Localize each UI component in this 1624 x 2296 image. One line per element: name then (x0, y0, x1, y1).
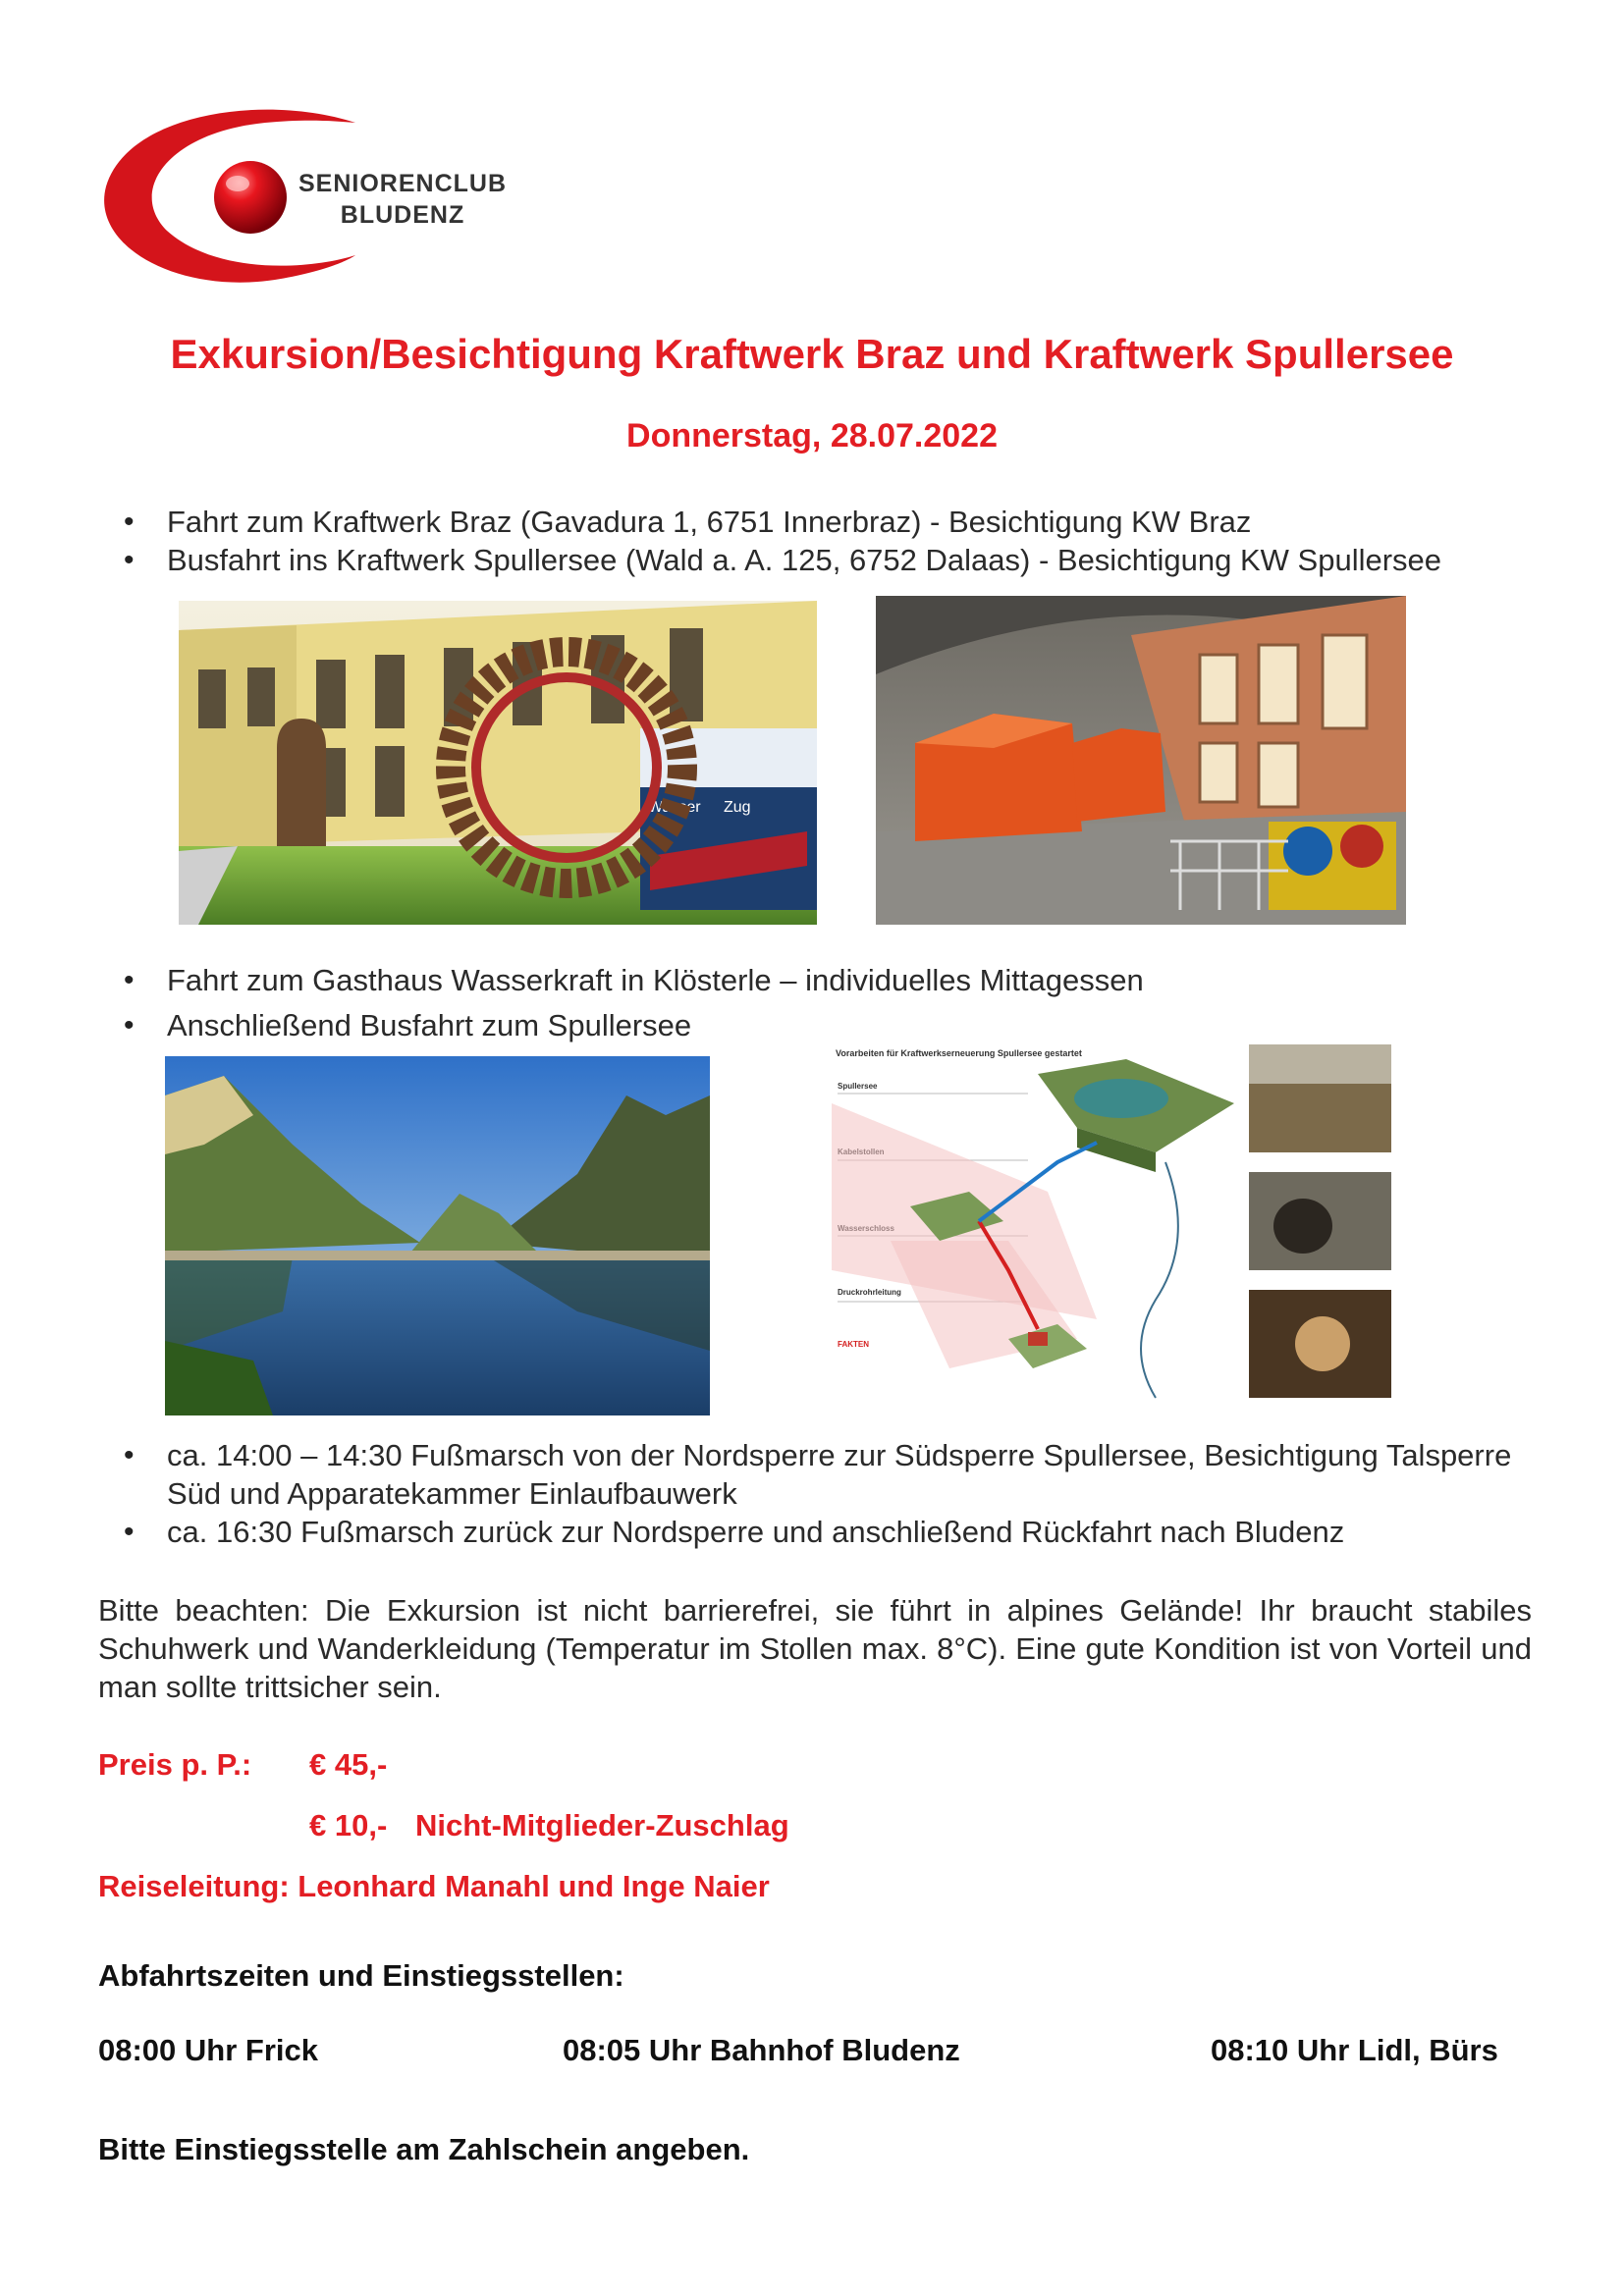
diagram-label: Spullersee (838, 1082, 878, 1091)
price-label: Preis p. P.: (98, 1747, 252, 1782)
itinerary-list-3 (98, 1436, 1512, 1551)
departure-stop: 08:05 Uhr Bahnhof Bludenz (563, 2033, 960, 2067)
departure-stop: 08:00 Uhr Frick (98, 2033, 318, 2067)
itinerary-list-2 (98, 958, 1591, 1048)
list-item: • ca. 14:00 – 14:30 Fußmarsch von der Nordsperre zur Südsperre Spullersee, Besichtigung Talsperre Süd und Apparatekammer Einlaufbauwerk (98, 1436, 1512, 1513)
tour-leader: Reiseleitung: Leonhard Manahl und Inge Naier (98, 1869, 770, 1903)
photo-spullersee-construction-diagram (832, 1044, 1391, 1413)
photo-kraftwerk-braz-exterior (179, 601, 817, 925)
logo-line-2: BLUDENZ (340, 201, 465, 229)
braz-sign-text-2: Zug (724, 799, 751, 816)
departure-stop: 08:10 Uhr Lidl, Bürs (1211, 2033, 1498, 2067)
photo-kraftwerk-spullersee-machine-hall (876, 596, 1406, 925)
event-date: Donnerstag, 28.07.2022 (626, 417, 998, 454)
logo-line-1: SENIORENCLUB (298, 170, 507, 197)
list-item: • Fahrt zum Kraftwerk Braz (Gavadura 1, 6751 Innerbraz) - Besichtigung KW Braz (98, 503, 1591, 541)
itinerary-list-1 (98, 503, 1591, 579)
diagram-label: FAKTEN (838, 1340, 869, 1349)
notice-paragraph: Bitte beachten: Die Exkursion ist nicht barrierefrei, sie führt in alpines Gelände! Ihr braucht stabiles Schuhwerk und Wanderkleidung (Temperatur im Stollen max. 8°C). Eine gute Kondition ist von Vorteil und man sollte trittsicher sein. (98, 1593, 1532, 1704)
diagram-heading: Vorarbeiten für Kraftwerkserneuerung Spullersee gestartet (836, 1048, 1082, 1058)
surcharge-amount: € 10,- (309, 1808, 388, 1842)
surcharge-label: Nicht-Mitglieder-Zuschlag (415, 1808, 789, 1842)
departures-heading: Abfahrtszeiten und Einstiegsstellen: (98, 1958, 624, 1993)
list-item: • Anschließend Busfahrt zum Spullersee (98, 1003, 1591, 1048)
diagram-label: Druckrohrleitung (838, 1288, 901, 1297)
list-item: • Busfahrt ins Kraftwerk Spullersee (Wald a. A. 125, 6752 Dalaas) - Besichtigung KW Spullersee (98, 541, 1591, 579)
photo-spullersee-lake (165, 1056, 710, 1415)
list-item: • Fahrt zum Gasthaus Wasserkraft in Klösterle – individuelles Mittagessen (98, 958, 1591, 1003)
price-amount: € 45,- (309, 1747, 388, 1782)
page-title: Exkursion/Besichtigung Kraftwerk Braz und Kraftwerk Spullersee (170, 331, 1454, 377)
footer-instruction: Bitte Einstiegsstelle am Zahlschein angeben. (98, 2132, 750, 2166)
club-logo (98, 103, 530, 290)
list-item: • ca. 16:30 Fußmarsch zurück zur Nordsperre und anschließend Rückfahrt nach Bludenz (98, 1513, 1512, 1551)
braz-sign-text-1: Wasser (648, 799, 701, 816)
